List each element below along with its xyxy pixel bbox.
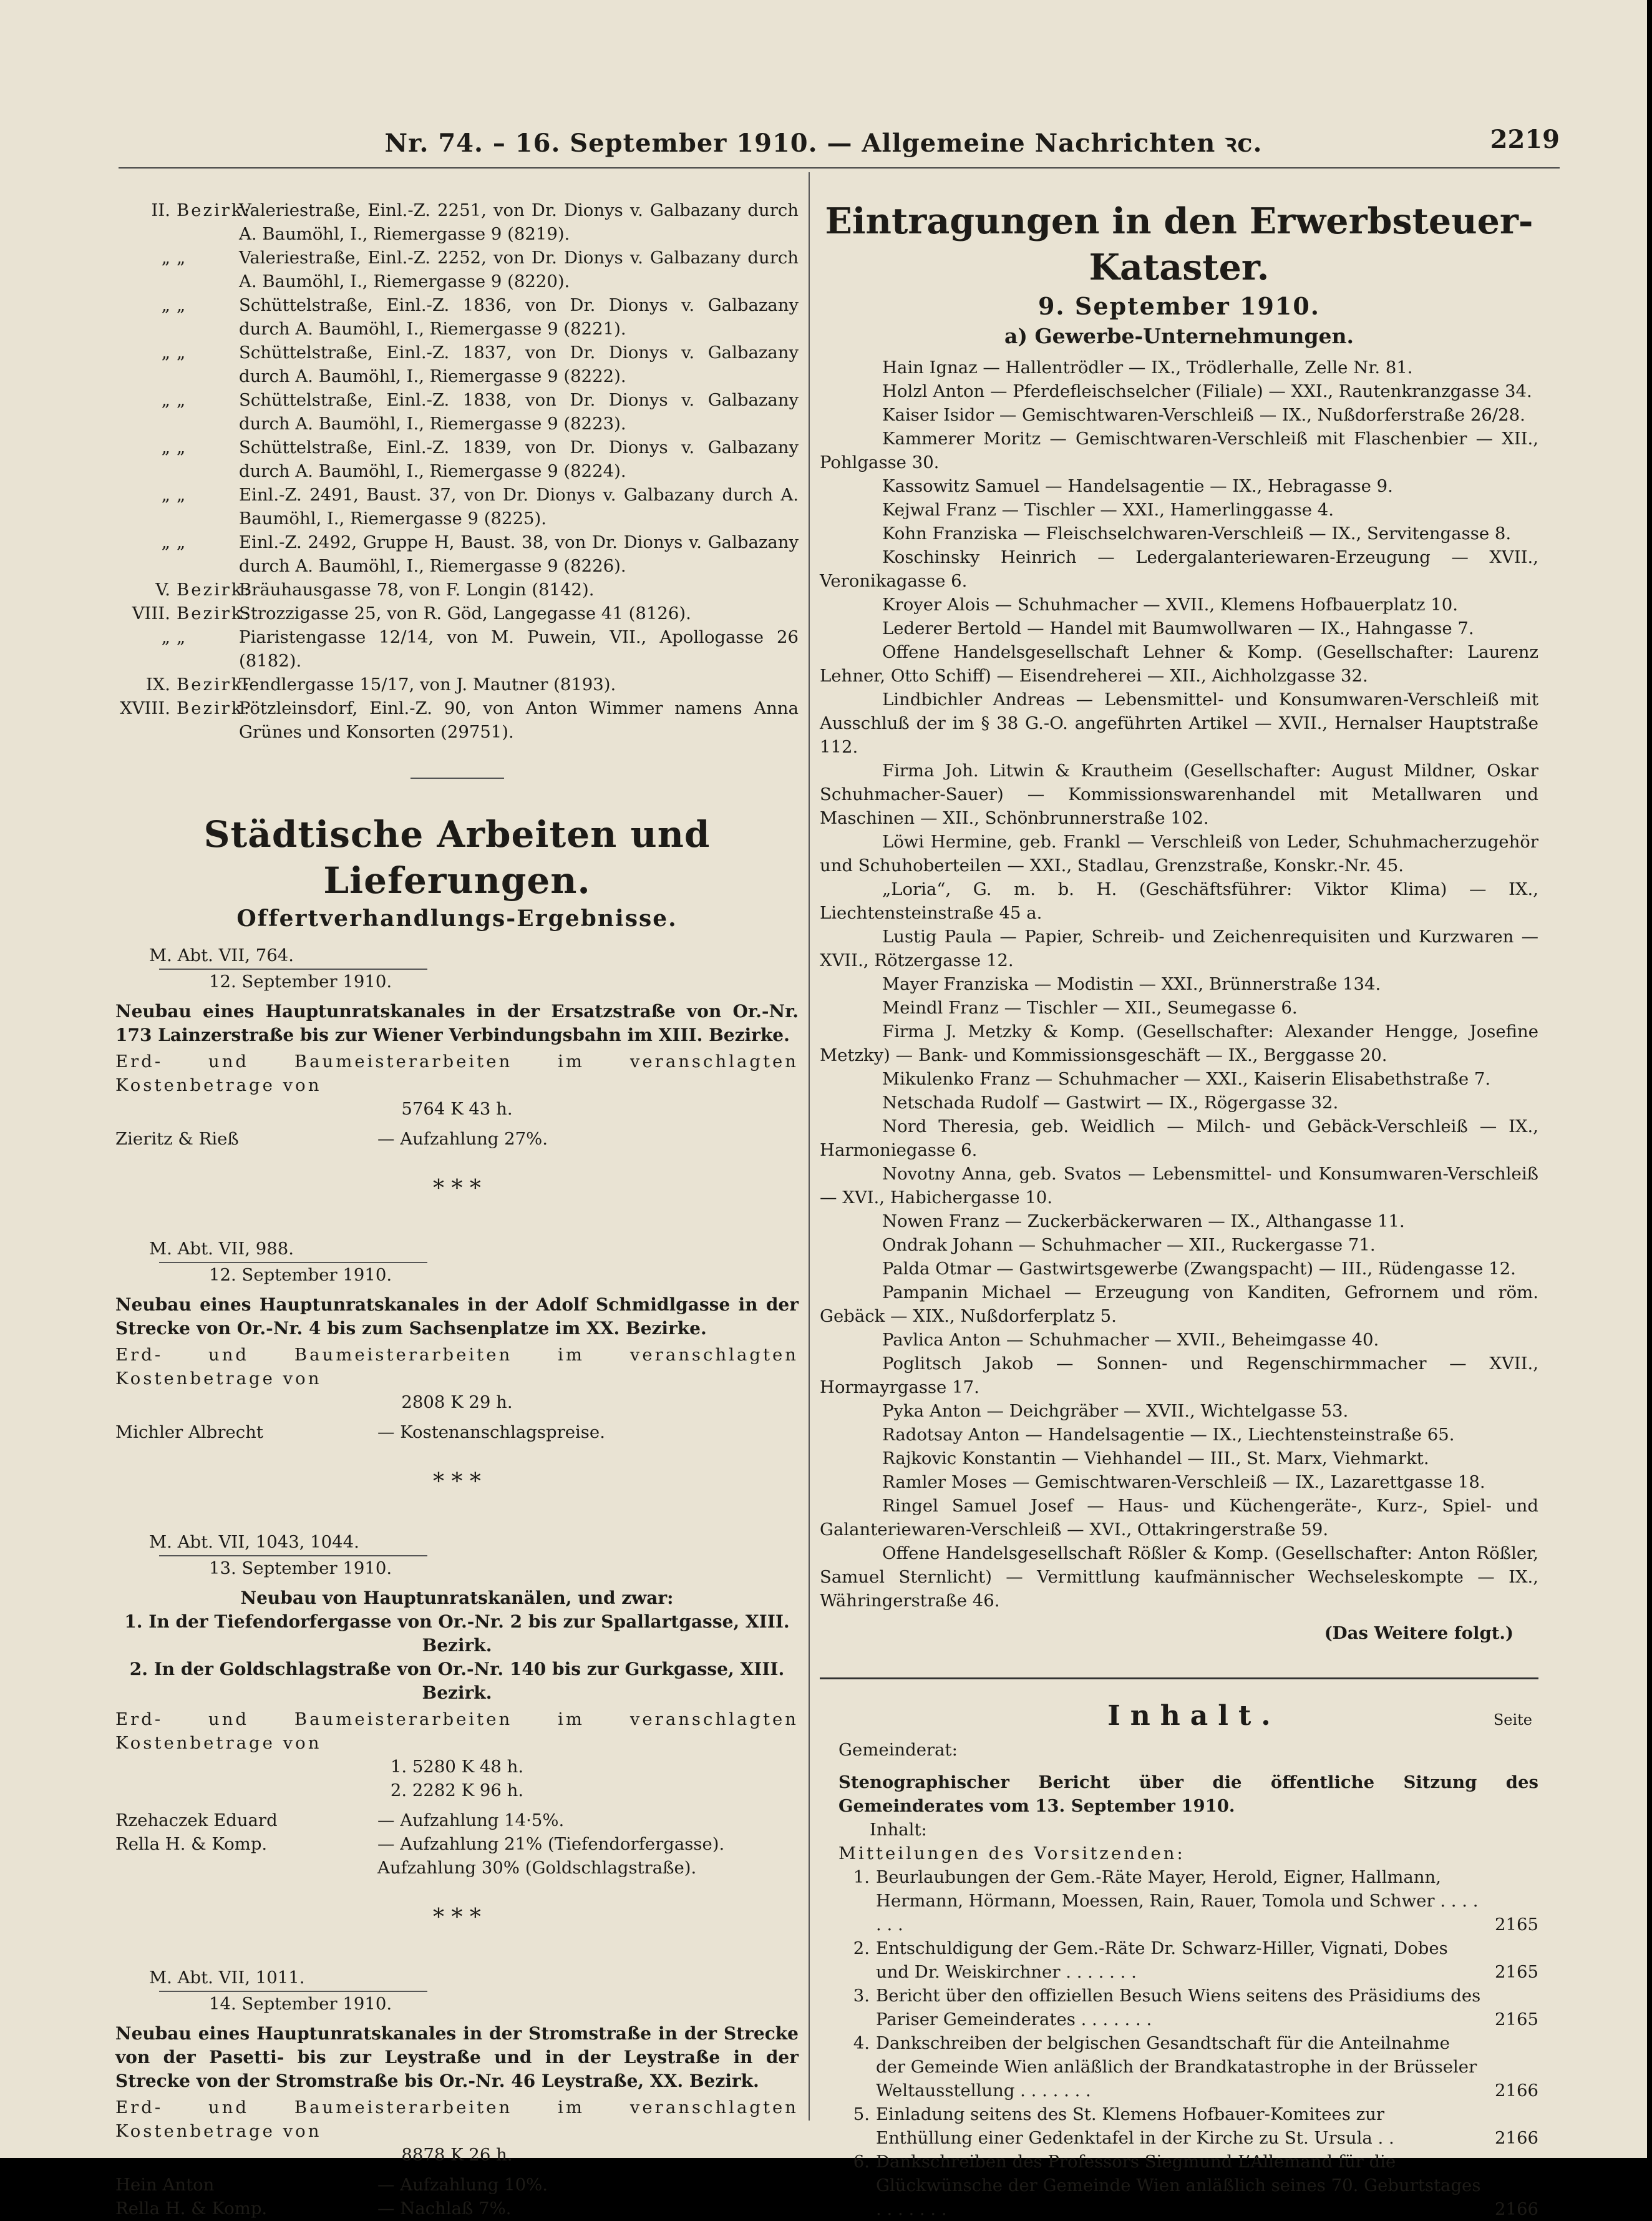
works-section (115, 944, 799, 1151)
toc-list (820, 1865, 1538, 2221)
bericht-title: Stenographischer Bericht über die öffentliche Sitzung des Gemeinderates vom 13. September 1910. (838, 1772, 1538, 1816)
district-row (115, 436, 799, 483)
district-text: Einl.-Z. 2491, Baust. 37, von Dr. Dionys v. Galbazany durch A. Baumöhl, I., Riemergasse 9 (8225). (239, 485, 799, 529)
district-number: VIII. (132, 603, 170, 623)
toc-item (820, 1984, 1538, 2031)
district-text: Schüttelstraße, Einl.-Z. 1837, von Dr. Dionys v. Galbazany durch A. Baumöhl, I., Riemergasse 9 (8222). (239, 343, 799, 386)
work-line: Erd- und Baumeisterarbeiten im veranschlagten Kostenbetrage von (115, 1709, 799, 1753)
register-entry: Kaiser Isidor — Gemischtwaren-Verschleiß — IX., Nußdorferstraße 26/28. (882, 405, 1525, 425)
district-row (115, 483, 799, 530)
register-entry: Novotny Anna, geb. Svatos — Lebensmittel- und Konsumwaren-Verschleiß — XVI., Habichergasse 10. (820, 1164, 1538, 1208)
district-text: Bräuhausgasse 78, von F. Longin (8142). (239, 580, 595, 600)
district-number: „ (161, 532, 170, 552)
bidder-name: Rzehaczek Eduard (115, 1810, 278, 1830)
cost-amount: 8878 K 26 h. (401, 2145, 513, 2165)
district-row (115, 602, 799, 625)
bidder-result: — Kostenanschlagspreise. (377, 1422, 605, 1442)
district-row (115, 341, 799, 388)
register-entry: Löwi Hermine, geb. Frankl — Verschleiß von Leder, Schuhmacherzugehör und Schuhoberteilen — XXI., Stadlau, Grenzstraße, Konskr.-Nr. 45. (820, 832, 1538, 876)
works-section (115, 1530, 799, 1880)
stars-separator: * * * (433, 1905, 481, 1930)
register-section: a) Gewerbe-Unternehmungen. (1004, 324, 1354, 348)
seite-label: Seite (1493, 1711, 1532, 1729)
toc-item (820, 2031, 1538, 2102)
works-sections (115, 944, 799, 2220)
section-subitem: 2. In der Goldschlagstraße von Or.-Nr. 140 bis zur Gurkgasse, XIII. Bezirk. (129, 1659, 785, 1703)
bidder-row (115, 2173, 799, 2197)
toc-text: Dankschreiben der belgischen Gesandtschaft für die Anteilnahme der Gemeinde Wien anläßlich der Brandkatastrophe in der Brüsseler Weltausstellung . . . . . . . (876, 2033, 1477, 2101)
bidder-result: — Aufzahlung 21% (Tiefendorfergasse). (377, 1834, 725, 1854)
toc-number: 1. (853, 1867, 870, 1887)
district-label: „ (177, 485, 188, 505)
bidder-row (115, 1832, 799, 1856)
district-label: „ (177, 437, 188, 457)
inhalt-divider (820, 1677, 1538, 1679)
district-row (115, 578, 799, 602)
work-line: Erd- und Baumeisterarbeiten im veranschlagten Kostenbetrage von (115, 2097, 799, 2141)
works-title: Städtische Arbeiten und Lieferungen. (203, 813, 711, 902)
bidder-result: Aufzahlung 30% (Goldschlagstraße). (377, 1858, 697, 1878)
register-title: Eintragungen in den Erwerbsteuer-Kataster. (825, 200, 1533, 288)
page-header (87, 125, 1560, 165)
register-entry: Ringel Samuel Josef — Haus- und Küchengeräte-, Kurz-, Spiel- und Galanteriewaren-Verschleiß — XVI., Ottakringerstraße 59. (820, 1496, 1538, 1540)
toc-page: 2166 (1495, 2081, 1538, 2101)
section-number: M. Abt. VII, 1011. (149, 1968, 305, 1988)
bidder-name (115, 1856, 377, 1880)
district-number: „ (161, 485, 170, 505)
bidder-row (115, 1809, 799, 1832)
register-entry: Pyka Anton — Deichgräber — XVII., Wichtelgasse 53. (882, 1401, 1349, 1421)
bidder-row (115, 1127, 799, 1151)
district-number: „ (161, 295, 170, 315)
section-heading: Neubau von Hauptunratskanälen, und zwar: (240, 1588, 674, 1608)
district-label: Bezirk: (177, 698, 251, 718)
district-row (115, 625, 799, 673)
district-text: Schüttelstraße, Einl.-Z. 1838, von Dr. Dionys v. Galbazany durch A. Baumöhl, I., Riemergasse 9 (8223). (239, 390, 799, 434)
district-label: „ (177, 390, 188, 410)
stars-separator: * * * (433, 1469, 481, 1495)
toc-item (820, 2102, 1538, 2150)
register-entry: Pampanin Michael — Erzeugung von Kanditen, Gefrornem und röm. Gebäck — XIX., Nußdorferplatz 5. (820, 1282, 1538, 1326)
district-row (115, 198, 799, 246)
district-label: Bezirk: (177, 675, 251, 695)
left-column (115, 198, 799, 2219)
toc-text: Entschuldigung der Gem.-Räte Dr. Schwarz-Hiller, Vignati, Dobes und Dr. Weiskirchner . . . . . . . (876, 1938, 1448, 1982)
section-heading: Neubau eines Hauptunratskanales in der Stromstraße in der Strecke von der Pasetti- bis zur Leystraße und in der Leystraße in der Strecke von der Stromstraße bis Or.-Nr. 46 Leystraße, XX. Bezirk. (115, 2023, 799, 2091)
register-entry: Poglitsch Jakob — Sonnen- und Regenschirmmacher — XVII., Hormayrgasse 17. (820, 1354, 1538, 1397)
register-entry: Ondrak Johann — Schuhmacher — XII., Ruckergasse 71. (882, 1235, 1376, 1255)
register-entry: Nord Theresia, geb. Weidlich — Milch- und Gebäck-Verschleiß — IX., Harmoniegasse 6. (820, 1116, 1538, 1160)
bidder-row (115, 1856, 799, 1880)
register-entry: Meindl Franz — Tischler — XII., Seumegasse 6. (882, 998, 1298, 1018)
bidder-name: Zieritz & Rieß (115, 1129, 239, 1149)
register-entry: Kejwal Franz — Tischler — XXI., Hamerlinggasse 4. (882, 500, 1334, 520)
district-number: XVIII. (120, 698, 170, 718)
district-row (115, 673, 799, 696)
toc-page: 2165 (1495, 1915, 1538, 1935)
section-date: 14. September 1910. (209, 1994, 392, 2014)
section-date: 13. September 1910. (209, 1558, 392, 1578)
continued-note: (Das Weitere folgt.) (1324, 1623, 1514, 1643)
section-number: M. Abt. VII, 988. (149, 1239, 294, 1259)
right-column (820, 198, 1538, 2219)
district-text: Schüttelstraße, Einl.-Z. 1836, von Dr. Dionys v. Galbazany durch A. Baumöhl, I., Riemergasse 9 (8221). (239, 295, 799, 339)
inhalt-title: Inhalt. (1107, 1700, 1281, 1732)
toc-number: 5. (853, 2104, 870, 2124)
section-divider (411, 778, 504, 779)
register-entry: Lederer Bertold — Handel mit Baumwollwaren — IX., Hahngasse 7. (882, 618, 1474, 638)
toc-text: Einladung seitens des St. Klemens Hofbauer-Komitees zur Enthüllung einer Gedenktafel in der Kirche zu St. Ursula . . (876, 2104, 1394, 2148)
district-row (115, 530, 799, 578)
register-entry: Firma Joh. Litwin & Krautheim (Gesellschafter: August Mildner, Oskar Schuhmacher-Sauer) — Kommissionswarenhandel mit Metallwaren und Maschinen — XII., Schönbrunnerstraße 102. (820, 761, 1538, 828)
bidder-name: Hein Anton (115, 2175, 215, 2195)
bidder-name: Michler Albrecht (115, 1422, 263, 1442)
header-title: Nr. 74. – 16. September 1910. — Allgemeine Nachrichten ꝛc. (384, 129, 1263, 158)
district-text: Tendlergasse 15/17, von J. Mautner (8193). (239, 675, 616, 695)
toc-item (820, 2150, 1538, 2221)
section-heading: Neubau eines Hauptunratskanales in der Ersatzstraße von Or.-Nr. 173 Lainzerstraße bis zur Wiener Verbindungsbahn im XIII. Bezirke. (115, 1001, 799, 1045)
district-number: II. (151, 200, 170, 220)
district-number: „ (161, 343, 170, 363)
district-text: Pötzleinsdorf, Einl.-Z. 90, von Anton Wimmer namens Anna Grünes und Konsorten (29751). (239, 698, 799, 742)
cost-amount: 2. 2282 K 96 h. (390, 1780, 524, 1800)
section-date: 12. September 1910. (209, 1265, 392, 1285)
section-number: M. Abt. VII, 764. (149, 945, 294, 965)
register-entry: Mikulenko Franz — Schuhmacher — XXI., Kaiserin Elisabethstraße 7. (882, 1069, 1491, 1089)
district-label: „ (177, 532, 188, 552)
bidder-name: Rella H. & Komp. (115, 2199, 268, 2219)
toc-page: 2166 (1495, 2128, 1538, 2148)
register-entry: Ramler Moses — Gemischtwaren-Verschleiß — IX., Lazarettgasse 18. (882, 1472, 1485, 1492)
register-entry: Kroyer Alois — Schuhmacher — XVII., Klemens Hofbauerplatz 10. (882, 595, 1458, 615)
bidder-result: — Aufzahlung 10%. (377, 2175, 548, 2195)
district-label: Bezirk: (177, 200, 251, 220)
cost-amount: 2808 K 29 h. (401, 1392, 513, 1412)
district-row (115, 388, 799, 436)
section-heading: Neubau eines Hauptunratskanales in der Adolf Schmidlgasse in der Strecke von Or.-Nr. 4 bis zum Sachsenplatze im XX. Bezirke. (115, 1294, 799, 1339)
district-number: „ (161, 248, 170, 268)
inhalt-label: Inhalt: (870, 1820, 927, 1840)
district-number: V. (155, 580, 170, 600)
column-divider (809, 172, 810, 2121)
district-label: Bezirk: (177, 580, 251, 600)
register-entry: Koschinsky Heinrich — Ledergalanteriewaren-Erzeugung — XVII., Veronikagasse 6. (820, 547, 1538, 591)
register-entry: Kohn Franziska — Fleischselchwaren-Verschleiß — IX., Servitengasse 8. (882, 524, 1512, 544)
page-number: 2219 (1490, 125, 1560, 154)
register-entry: Hain Ignaz — Hallentrödler — IX., Trödlerhalle, Zelle Nr. 81. (882, 358, 1413, 378)
district-label: „ (177, 343, 188, 363)
section-date: 12. September 1910. (209, 972, 392, 992)
district-text: Valeriestraße, Einl.-Z. 2251, von Dr. Dionys v. Galbazany durch A. Baumöhl, I., Riemergasse 9 (8219). (239, 200, 799, 244)
district-number: IX. (145, 675, 170, 695)
bidder-list (115, 2173, 799, 2220)
register-entry: Holzl Anton — Pferdefleischselcher (Filiale) — XXI., Rautenkranzgasse 34. (882, 381, 1532, 401)
bidder-list (115, 1809, 799, 1880)
bidder-row (115, 2197, 799, 2220)
toc-number: 4. (853, 2033, 870, 2053)
register-entry: Firma J. Metzky & Komp. (Gesellschafter: Alexander Hengge, Josefine Metzky) — Bank- und Kommissionsgeschäft — IX., Berggasse 20. (820, 1022, 1538, 1065)
register-entry: Netschada Rudolf — Gastwirt — IX., Rögergasse 32. (882, 1093, 1339, 1113)
section-subitem: 1. In der Tiefendorfergasse von Or.-Nr. 2 bis zur Spallartgasse, XIII. Bezirk. (124, 1611, 790, 1656)
register-entry: Mayer Franziska — Modistin — XXI., Brünnerstraße 134. (882, 974, 1381, 994)
district-label: „ (177, 295, 188, 315)
gemeinderat-label: Gemeinderat: (838, 1740, 958, 1760)
stars-separator: * * * (433, 1176, 481, 1201)
register-entries (820, 356, 1538, 1613)
bidder-result: — Nachlaß 7%. (377, 2199, 512, 2219)
district-text: Schüttelstraße, Einl.-Z. 1839, von Dr. Dionys v. Galbazany durch A. Baumöhl, I., Riemergasse 9 (8224). (239, 437, 799, 481)
register-entry: Lindbichler Andreas — Lebensmittel- und Konsumwaren-Verschleiß mit Ausschluß der im § 38 G.-O. angeführten Artikel — XVII., Hernalser Hauptstraße 112. (820, 690, 1538, 757)
district-text: Einl.-Z. 2492, Gruppe H, Baust. 38, von Dr. Dionys v. Galbazany durch A. Baumöhl, I., Riemergasse 9 (8226). (239, 532, 799, 576)
toc-item (820, 1865, 1538, 1936)
work-line: Erd- und Baumeisterarbeiten im veranschlagten Kostenbetrage von (115, 1345, 799, 1389)
toc-number: 6. (853, 2152, 870, 2172)
register-entry: Offene Handelsgesellschaft Rößler & Komp. (Gesellschafter: Anton Rößler, Samuel Sternlicht) — Vermittlung kaufmännischer Wechseleskompte — IX., Währingerstraße 46. (820, 1543, 1538, 1611)
works-section (115, 1966, 799, 2220)
register-entry: Radotsay Anton — Handelsagentie — IX., Liechtensteinstraße 65. (882, 1425, 1455, 1445)
toc-text: Bericht über den offiziellen Besuch Wiens seitens des Präsidiums des Pariser Gemeinderates . . . . . . . (876, 1986, 1481, 2029)
district-label: „ (177, 627, 188, 647)
header-rule (119, 167, 1560, 169)
toc-number: 2. (853, 1938, 870, 1958)
section-number: M. Abt. VII, 1043, 1044. (149, 1532, 359, 1552)
district-text: Valeriestraße, Einl.-Z. 2252, von Dr. Dionys v. Galbazany durch A. Baumöhl, I., Riemergasse 9 (8220). (239, 248, 799, 291)
district-list (115, 198, 799, 744)
district-number: „ (161, 437, 170, 457)
district-row (115, 246, 799, 293)
toc-number: 3. (853, 1986, 870, 2006)
toc-text: Dankschreiben des Professors Siegmund L’Allemand für die Glückwünsche der Gemeinde Wien anläßlich seines 70. Geburtstages . . . . . . . (876, 2152, 1481, 2219)
register-date: 9. September 1910. (1037, 292, 1320, 320)
district-text: Piaristengasse 12/14, von M. Puwein, VII., Apollogasse 26 (8182). (239, 627, 799, 671)
register-entry: Pavlica Anton — Schuhmacher — XVII., Beheimgasse 40. (882, 1330, 1379, 1350)
district-row (115, 293, 799, 341)
bidder-list (115, 1420, 799, 1444)
register-entry: Lustig Paula — Papier, Schreib- und Zeichenrequisiten und Kurzwaren — XVII., Rötzergasse 12. (820, 927, 1538, 970)
cost-amount: 5764 K 43 h. (401, 1099, 513, 1119)
toc-item (820, 1936, 1538, 1984)
bidder-result: — Aufzahlung 27%. (377, 1129, 548, 1149)
mitteilungen-label: Mitteilungen des Vorsitzenden: (838, 1843, 1185, 1863)
works-section (115, 1237, 799, 1444)
toc-page: 2166 (1495, 2199, 1538, 2219)
register-entry: „Loria“, G. m. b. H. (Geschäftsführer: Viktor Klima) — IX., Liechtensteinstraße 45 a. (820, 879, 1538, 923)
register-entry: Kammerer Moritz — Gemischtwaren-Verschleiß mit Flaschenbier — XII., Pohlgasse 30. (820, 429, 1538, 472)
district-number: „ (161, 390, 170, 410)
district-label: „ (177, 248, 188, 268)
bidder-list (115, 1127, 799, 1151)
district-label: Bezirk: (177, 603, 251, 623)
register-entry: Nowen Franz — Zuckerbäckerwaren — IX., Althangasse 11. (882, 1211, 1405, 1231)
works-subtitle: Offertverhandlungs-Ergebnisse. (236, 905, 678, 932)
district-text: Strozzigasse 25, von R. Göd, Langegasse 41 (8126). (239, 603, 691, 623)
toc-page: 2165 (1495, 1962, 1538, 1982)
bidder-name: Rella H. & Komp. (115, 1834, 268, 1854)
cost-amount: 1. 5280 K 48 h. (390, 1757, 524, 1777)
inhalt-header (820, 1700, 1538, 1732)
toc-text: Beurlaubungen der Gem.-Räte Mayer, Herold, Eigner, Hallmann, Hermann, Hörmann, Moessen, Rain, Rauer, Tomola und Schwer . . . . . . . (876, 1867, 1479, 1935)
toc-page: 2165 (1495, 2009, 1538, 2029)
register-entry: Offene Handelsgesellschaft Lehner & Komp. (Gesellschafter: Laurenz Lehner, Otto Schiff) — Eisendreherei — XII., Aichholzgasse 32. (820, 642, 1538, 686)
district-number: „ (161, 627, 170, 647)
work-line: Erd- und Baumeisterarbeiten im veranschlagten Kostenbetrage von (115, 1052, 799, 1095)
register-entry: Palda Otmar — Gastwirtsgewerbe (Zwangspacht) — III., Rüdengasse 12. (882, 1259, 1516, 1279)
district-row (115, 696, 799, 744)
register-entry: Kassowitz Samuel — Handelsagentie — IX., Hebragasse 9. (882, 476, 1393, 496)
bidder-result: — Aufzahlung 14·5%. (377, 1810, 565, 1830)
register-entry: Rajkovic Konstantin — Viehhandel — III., St. Marx, Viehmarkt. (882, 1448, 1429, 1468)
bidder-row (115, 1420, 799, 1444)
